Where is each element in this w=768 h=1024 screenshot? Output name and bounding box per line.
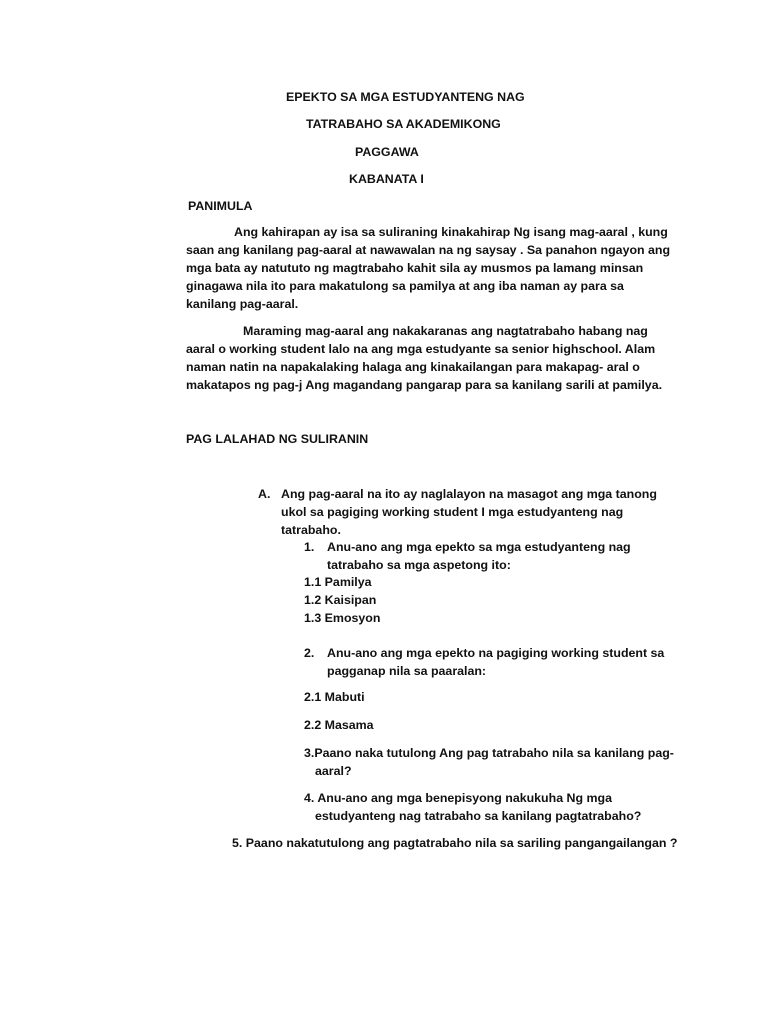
title-line-2: TATRABAHO SA AKADEMIKONG [306,117,501,131]
question-line: 4. Anu-ano ang mga benepisyong nakukuha Ng mga [304,791,612,805]
question-2-number: 2. [304,646,315,660]
list-item-line: Ang pag-aaral na ito ay naglalayon na masagot ang mga tanong [281,487,657,501]
question-line: estudyanteng nag tatrabaho sa kanilang pagtatrabaho? [315,809,642,823]
subitem-1-3: 1.3 Emosyon [304,611,381,625]
paragraph-line: aaral o working student lalo na ang mga estudyante sa senior highschool. Alam [186,342,656,356]
paragraph-line: Maraming mag-aaral ang nakakaranas ang nagtatrabaho habang nag [243,324,648,338]
section-heading-panimula: PANIMULA [188,199,253,213]
panimula-paragraph-2 [186,322,676,394]
subitem-2-1: 2.1 Mabuti [304,690,365,704]
chapter-heading: KABANATA I [349,172,424,186]
question-4 [304,789,641,825]
question-5: 5. Paano nakatutulong ang pagtatrabaho nila sa sariling pangangailangan ? [232,836,678,850]
question-line: Anu-ano ang mga epekto na pagiging working student sa [327,646,665,660]
list-item-a [281,485,681,539]
paragraph-line: kanilang pag-aaral. [186,297,299,311]
question-line: 3.Paano naka tutulong Ang pag tatrabaho nila sa kanilang pag- [304,746,674,760]
question-1-number: 1. [304,540,315,554]
question-2 [327,644,664,680]
subitem-1-2: 1.2 Kaisipan [304,593,377,607]
section-heading-suliranin: PAG LALAHAD NG SULIRANIN [186,432,369,446]
list-item-line: tatrabaho. [281,523,341,537]
paragraph-line: naman natin na napakalaking halaga ang kinakailangan para makapag- aral o [186,360,640,374]
paragraph-line: saan ang kanilang pag-aaral at nawawalan na ng saysay . Sa panahon ngayon ang [186,243,671,257]
question-3 [304,744,674,780]
list-label-a: A. [258,487,271,501]
paragraph-line: makatapos ng pag-j Ang magandang pangarap para sa kanilang sarili at pamilya. [186,378,663,392]
panimula-paragraph-1 [186,223,676,313]
paragraph-line: ginagawa nila ito para makatulong sa pamilya at ang iba naman ay para sa [186,279,624,293]
paragraph-line: Ang kahirapan ay isa sa suliraning kinakahirap Ng isang mag-aaral , kung [234,225,668,239]
list-item-line: ukol sa pagiging working student I mga estudyanteng nag [281,505,624,519]
subitem-2-2: 2.2 Masama [304,718,374,732]
question-line: pagganap nila sa paaralan: [327,664,487,678]
subitem-1-1: 1.1 Pamilya [304,575,372,589]
question-line: tatrabaho sa mga aspetong ito: [327,558,511,572]
title-line-3: PAGGAWA [355,145,419,159]
paragraph-line: mga bata ay natututo ng magtrabaho kahit sila ay musmos pa lamang minsan [186,261,644,275]
question-line: Anu-ano ang mga epekto sa mga estudyanteng nag [327,540,631,554]
title-line-1: EPEKTO SA MGA ESTUDYANTENG NAG [286,90,525,104]
question-1 [327,538,631,574]
question-line: aaral? [315,764,352,778]
